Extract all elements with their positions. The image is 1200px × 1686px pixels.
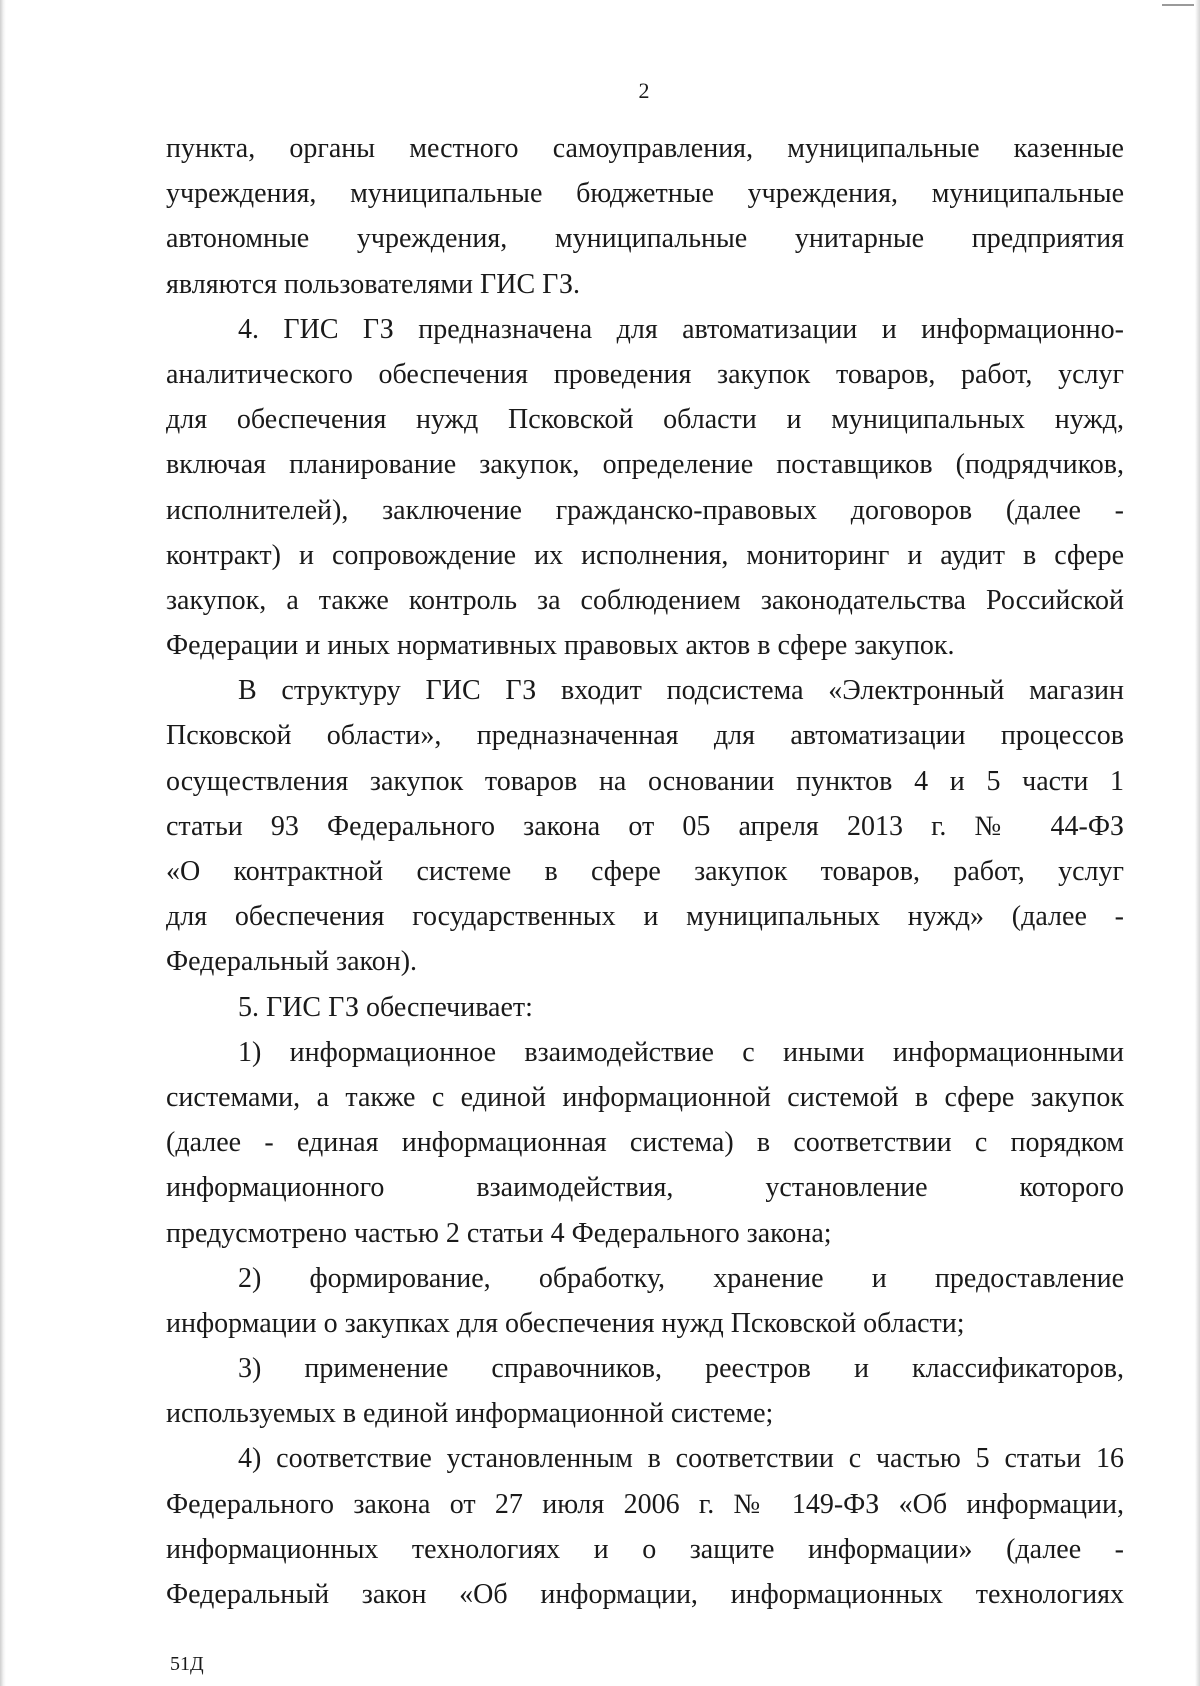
text-line: закупок, а также контроль за соблюдением законодательства Российской bbox=[166, 584, 1124, 616]
text-line: 5. ГИС ГЗ обеспечивает: bbox=[238, 991, 533, 1023]
text-line: контракт) и сопровождение их исполнения, мониторинг и аудит в сфере bbox=[166, 539, 1124, 571]
text-line: автономные учреждения, муниципальные унитарные предприятия bbox=[166, 223, 1124, 255]
scan-edge-right bbox=[1195, 0, 1200, 1686]
text-line: для обеспечения нужд Псковской области и муниципальных нужд, bbox=[166, 404, 1124, 436]
text-line: 4. ГИС ГЗ предназначена для автоматизации и информационно- bbox=[238, 313, 1124, 345]
text-line: информационных технологиях и о защите информации» (далее - bbox=[166, 1533, 1124, 1565]
text-line: Федерации и иных нормативных правовых актов в сфере закупок. bbox=[166, 630, 955, 662]
text-line: Федеральный закон «Об информации, информационных технологиях bbox=[166, 1579, 1124, 1610]
scan-edge-left bbox=[0, 0, 6, 1686]
scan-corner-mark bbox=[1162, 4, 1194, 6]
text-line: (далее - единая информационная система) в соответствии с порядком bbox=[166, 1127, 1124, 1159]
text-line: для обеспечения государственных и муниципальных нужд» (далее - bbox=[166, 901, 1124, 933]
text-line: информационного взаимодействия, установление которого bbox=[166, 1172, 1124, 1204]
text-line: учреждения, муниципальные бюджетные учреждения, муниципальные bbox=[166, 178, 1124, 210]
text-line: В структуру ГИС ГЗ входит подсистема «Электронный магазин bbox=[238, 675, 1124, 707]
text-line: включая планирование закупок, определение поставщиков (подрядчиков, bbox=[166, 449, 1124, 481]
text-line: осуществления закупок товаров на основании пунктов 4 и 5 части 1 bbox=[166, 765, 1124, 797]
text-line: Федеральный закон). bbox=[166, 946, 418, 978]
text-line: Федерального закона от 27 июля 2006 г. № 149-ФЗ «Об информации, bbox=[166, 1488, 1124, 1520]
text-line: 4) соответствие установленным в соответствии с частью 5 статьи 16 bbox=[238, 1443, 1124, 1475]
page-number: 2 bbox=[638, 78, 650, 103]
document-body bbox=[166, 126, 1124, 1617]
text-line: пункта, органы местного самоуправления, муниципальные казенные bbox=[166, 133, 1124, 164]
text-line: являются пользователями ГИС ГЗ. bbox=[166, 268, 581, 300]
text-line: 1) информационное взаимодействие с иными информационными bbox=[238, 1036, 1124, 1068]
text-line: аналитического обеспечения проведения закупок товаров, работ, услуг bbox=[166, 358, 1124, 390]
text-line: используемых в единой информационной системе; bbox=[166, 1398, 774, 1430]
footer-code: 51Д bbox=[170, 1653, 204, 1675]
text-line: Псковской области», предназначенная для автоматизации процессов bbox=[166, 720, 1124, 752]
text-line: 2) формирование, обработку, хранение и предоставление bbox=[238, 1262, 1124, 1294]
text-line: системами, а также с единой информационной системой в сфере закупок bbox=[166, 1081, 1124, 1113]
text-line: «О контрактной системе в сфере закупок товаров, работ, услуг bbox=[166, 856, 1124, 887]
text-line: 3) применение справочников, реестров и классификаторов, bbox=[238, 1353, 1124, 1385]
text-line: исполнителей), заключение гражданско-правовых договоров (далее - bbox=[166, 494, 1124, 526]
text-line: статьи 93 Федерального закона от 05 апреля 2013 г. № 44-ФЗ bbox=[166, 810, 1124, 842]
text-line: предусмотрено частью 2 статьи 4 Федерального закона; bbox=[166, 1217, 832, 1249]
text-line: информации о закупках для обеспечения нужд Псковской области; bbox=[166, 1307, 965, 1339]
